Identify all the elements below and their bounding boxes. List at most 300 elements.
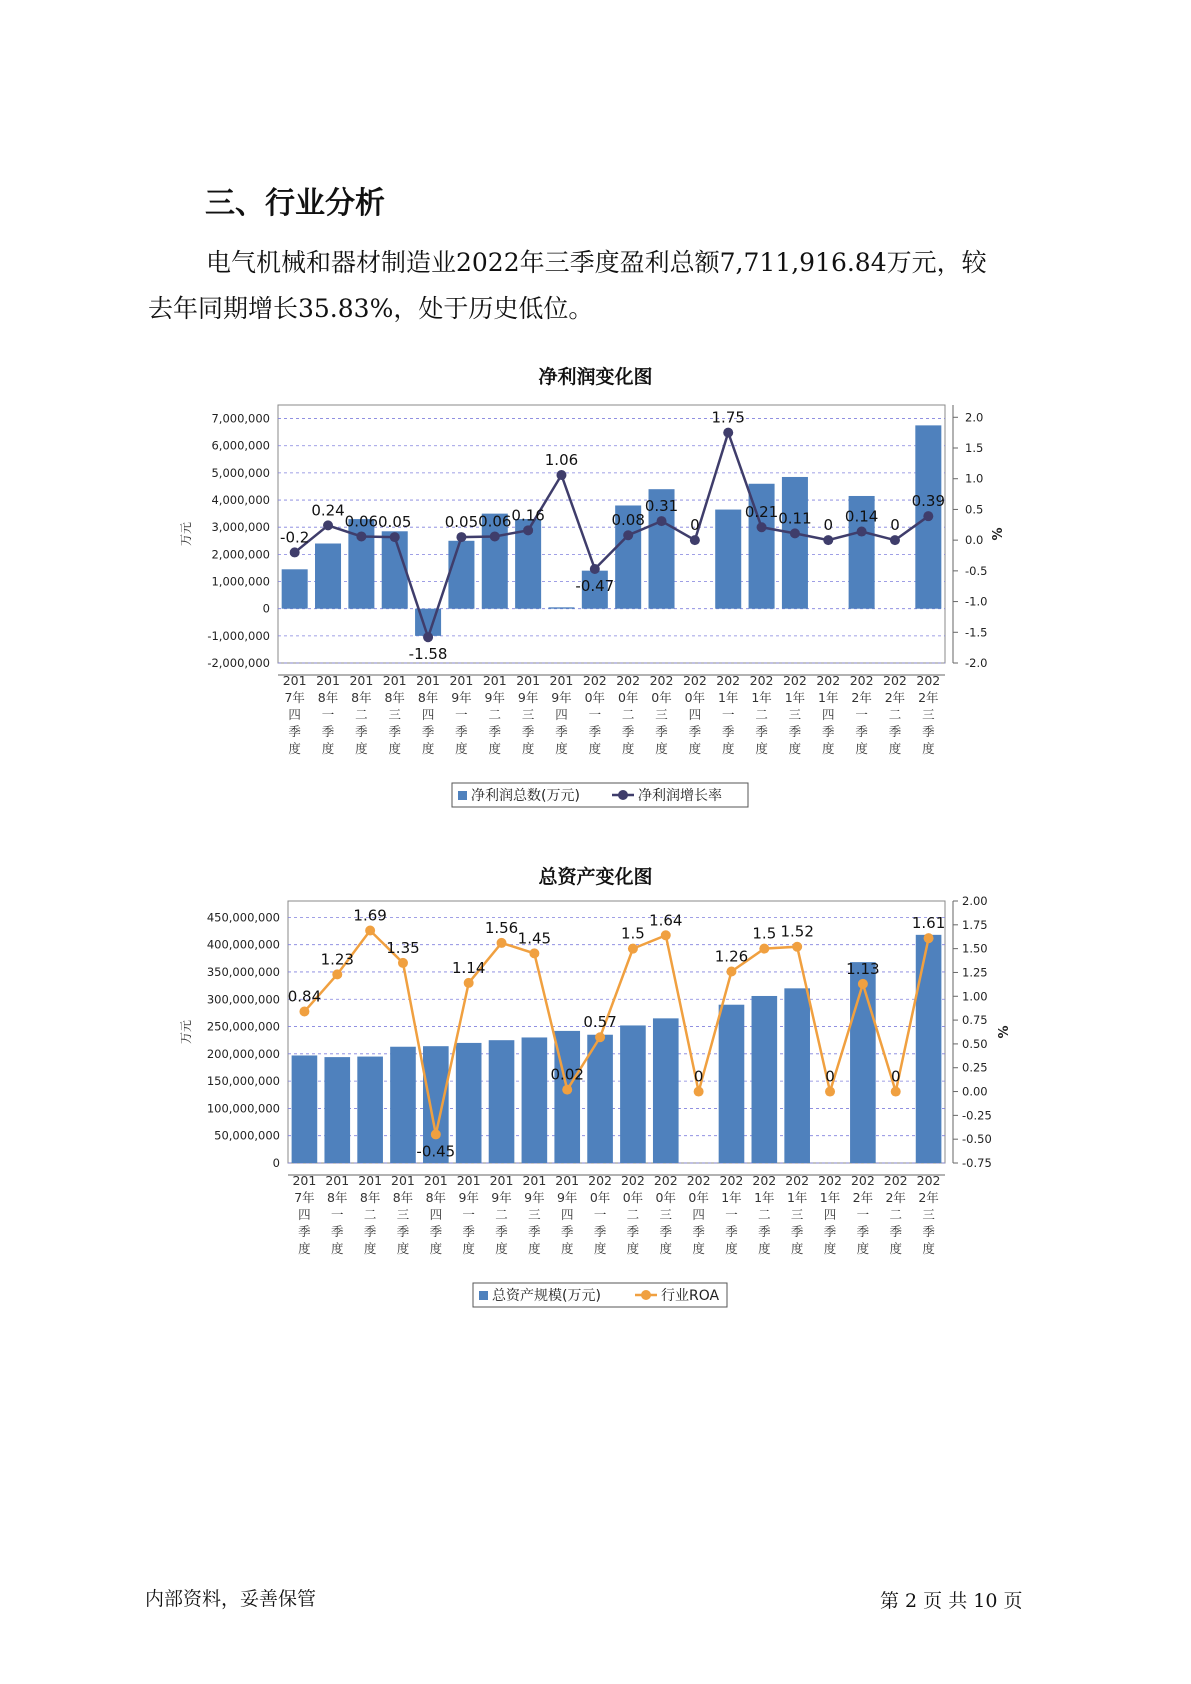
x-tick-label: 一	[721, 707, 735, 722]
section-heading: 三、行业分析	[205, 186, 385, 221]
x-tick-label: 201	[391, 1173, 415, 1188]
x-tick-label: 202	[883, 1173, 908, 1188]
x-tick-label: 201	[516, 673, 541, 688]
x-tick-label: 一	[331, 1207, 344, 1222]
bar-0	[282, 569, 308, 608]
data-label: 0.31	[644, 497, 679, 516]
x-tick-label: 度	[488, 741, 502, 756]
data-label: 1.14	[451, 958, 486, 977]
x-tick-label: 度	[298, 1241, 311, 1256]
x-tick-label: 度	[455, 741, 468, 756]
x-tick-label: 201	[555, 1173, 580, 1188]
x-tick-label: 8年	[351, 690, 372, 705]
y2-tick-label: 0.0	[965, 533, 984, 548]
x-tick-label: 四	[560, 1207, 574, 1222]
y-tick-label: 4,000,000	[211, 493, 270, 508]
chart-title-total-assets: 总资产变化图	[538, 866, 653, 888]
x-tick-label: 2年	[918, 1190, 939, 1205]
x-tick-label: 9年	[458, 1190, 479, 1205]
y2-tick-label: -2.0	[965, 656, 988, 670]
x-tick-label: 201	[282, 673, 307, 688]
x-tick-label: 季	[555, 724, 568, 739]
data-label: -1.58	[408, 645, 448, 664]
x-tick-label: 度	[725, 1241, 738, 1256]
line-point-13	[726, 967, 736, 977]
bar-15	[782, 477, 808, 609]
x-tick-label: 三	[659, 1207, 673, 1222]
x-tick-label: 季	[889, 1224, 902, 1239]
data-label: 0.16	[511, 506, 545, 525]
x-tick-label: 季	[321, 724, 335, 739]
x-tick-label: 7年	[284, 690, 305, 705]
x-tick-label: 9年	[517, 690, 539, 705]
total-assets-chart	[0, 895, 1191, 1315]
x-tick-label: 1年	[786, 1190, 808, 1205]
data-label: -0.47	[575, 577, 615, 596]
x-tick-label: 四	[421, 707, 435, 722]
x-tick-label: 二	[495, 1207, 508, 1222]
line-point-4	[431, 1129, 441, 1139]
line-point-14	[759, 944, 769, 954]
x-tick-label: 二	[888, 707, 902, 722]
x-tick-label: 201	[489, 1173, 514, 1188]
x-tick-label: 201	[382, 673, 407, 688]
line-point-7	[523, 525, 533, 535]
x-tick-label: 季	[288, 724, 301, 739]
line-point-10	[623, 530, 633, 540]
x-tick-label: 202	[916, 673, 941, 688]
line-point-16	[825, 1087, 835, 1097]
x-tick-label: 201	[549, 673, 574, 688]
x-tick-label: 三	[521, 707, 535, 722]
data-label: 0.84	[287, 987, 322, 1006]
data-label: 0.05	[444, 513, 479, 532]
y2-tick-label: 1.00	[962, 989, 988, 1004]
x-tick-label: 0年	[655, 1190, 677, 1205]
x-tick-label: 0年	[584, 690, 606, 705]
x-tick-label: 202	[649, 673, 674, 688]
line-point-9	[595, 1032, 605, 1042]
data-label: 1.75	[711, 408, 745, 427]
x-tick-label: 201	[482, 673, 507, 688]
y-tick-label: -1,000,000	[207, 628, 270, 643]
line-point-5	[464, 978, 474, 988]
x-tick-label: 1年	[819, 1190, 841, 1205]
x-tick-label: 度	[626, 1241, 640, 1256]
x-tick-label: 0年	[589, 1190, 611, 1205]
x-tick-label: 季	[721, 724, 735, 739]
x-tick-label: 度	[621, 741, 635, 756]
x-tick-label: 8年	[417, 690, 439, 705]
x-tick-label: 202	[916, 1173, 941, 1188]
legend-bar-label: 净利润总数(万元)	[471, 788, 580, 804]
x-tick-label: 2年	[885, 1190, 906, 1205]
x-tick-label: 一	[856, 1207, 870, 1222]
data-label: 0.14	[844, 507, 879, 526]
line-point-9	[590, 564, 600, 574]
x-tick-label: 8年	[392, 1190, 414, 1205]
x-tick-label: 201	[423, 1173, 448, 1188]
x-tick-label: 0年	[622, 1190, 644, 1205]
line-point-13	[723, 428, 733, 438]
x-tick-label: 季	[488, 724, 502, 739]
x-tick-label: 季	[692, 1224, 705, 1239]
x-tick-label: 一	[321, 707, 335, 722]
x-tick-label: 201	[349, 673, 374, 688]
y2-tick-label: -1.5	[965, 625, 988, 640]
x-tick-label: 季	[725, 1224, 738, 1239]
x-tick-label: 季	[822, 724, 835, 739]
x-tick-label: 季	[755, 724, 768, 739]
data-label: 0.08	[611, 511, 645, 530]
x-tick-label: 7年	[294, 1190, 315, 1205]
x-tick-label: 一	[588, 707, 602, 722]
bar-6	[489, 1040, 515, 1163]
x-tick-label: 二	[488, 707, 502, 722]
legend-line-label: 行业ROA	[661, 1288, 720, 1304]
x-tick-label: 0年	[688, 1190, 709, 1205]
bar-10	[620, 1025, 646, 1163]
line-point-1	[323, 520, 333, 530]
x-tick-label: 度	[855, 741, 868, 756]
bar-5	[456, 1043, 482, 1163]
line-point-5	[456, 532, 466, 542]
y-tick-label: 5,000,000	[211, 465, 270, 480]
x-tick-label: 季	[788, 724, 802, 739]
x-tick-label: 202	[818, 1173, 842, 1188]
x-tick-label: 季	[888, 724, 902, 739]
bar-3	[390, 1047, 416, 1163]
x-tick-label: 9年	[524, 1190, 545, 1205]
legend-line-marker	[641, 1290, 651, 1300]
line-point-17	[858, 979, 868, 989]
x-tick-label: 201	[449, 673, 474, 688]
x-tick-label: 度	[421, 741, 435, 756]
y2-tick-label: 1.75	[962, 917, 988, 932]
footer-page-number: 第 2 页 共 10 页	[880, 1590, 1023, 1612]
x-tick-label: 二	[755, 707, 768, 722]
x-tick-label: 201	[456, 1173, 481, 1188]
x-tick-label: 度	[588, 741, 602, 756]
line-point-11	[657, 516, 667, 526]
data-label: 1.64	[649, 911, 683, 930]
x-tick-label: 2年	[918, 690, 939, 705]
line-point-4	[423, 632, 433, 642]
y-tick-label: 400,000,000	[206, 937, 280, 952]
x-tick-label: 季	[521, 724, 535, 739]
data-label: -0.2	[280, 528, 310, 547]
x-tick-label: 202	[716, 673, 741, 688]
x-tick-label: 四	[555, 707, 568, 722]
x-tick-label: 季	[388, 724, 401, 739]
x-tick-label: 季	[560, 1224, 574, 1239]
x-tick-label: 0年	[617, 690, 639, 705]
y-tick-label: 100,000,000	[206, 1101, 280, 1116]
x-tick-label: 度	[788, 741, 802, 756]
x-tick-label: 度	[363, 1241, 377, 1256]
x-tick-label: 季	[396, 1224, 410, 1239]
line-point-15	[790, 528, 800, 538]
y2-tick-label: 1.5	[965, 441, 984, 455]
x-tick-label: 四	[688, 707, 702, 722]
x-tick-label: 201	[358, 1173, 383, 1188]
line-point-11	[661, 930, 671, 940]
x-tick-label: 2年	[851, 690, 872, 705]
data-label: 0.39	[911, 492, 946, 511]
data-label: 0	[690, 516, 700, 535]
x-tick-label: 季	[455, 724, 468, 739]
y-axis-unit-label: 万元	[179, 1019, 193, 1045]
x-tick-label: 2年	[852, 1190, 874, 1205]
line-point-12	[694, 1087, 704, 1097]
data-label: 0.57	[583, 1013, 617, 1032]
x-tick-label: 二	[621, 707, 635, 722]
x-tick-label: 一	[855, 707, 868, 722]
x-tick-label: 202	[816, 673, 841, 688]
bar-0	[292, 1055, 318, 1163]
x-tick-label: 三	[528, 1207, 541, 1222]
x-tick-label: 度	[331, 1241, 344, 1256]
x-tick-label: 1年	[751, 690, 772, 705]
x-tick-label: 季	[421, 724, 435, 739]
y2-tick-label: 0.00	[962, 1084, 988, 1099]
y2-tick-label: 1.0	[965, 471, 984, 486]
x-tick-label: 202	[686, 1173, 711, 1188]
y-tick-label: 3,000,000	[211, 520, 270, 535]
data-label: 1.45	[517, 929, 552, 948]
data-label: 0.06	[478, 512, 512, 531]
x-tick-label: 度	[655, 741, 668, 756]
x-tick-label: 季	[855, 724, 868, 739]
line-point-3	[390, 532, 400, 542]
bar-1	[315, 544, 341, 609]
x-tick-label: 季	[856, 1224, 870, 1239]
y-tick-label: 450,000,000	[206, 910, 280, 925]
data-label: 0.11	[778, 509, 812, 528]
x-tick-label: 9年	[484, 690, 506, 705]
y2-tick-label: -0.50	[962, 1132, 992, 1147]
data-label: 0	[823, 516, 834, 535]
x-tick-label: 度	[288, 741, 301, 756]
line-point-8	[556, 470, 566, 480]
line-point-18	[891, 1087, 901, 1097]
x-tick-label: 季	[495, 1224, 508, 1239]
x-tick-label: 季	[655, 724, 668, 739]
x-tick-label: 202	[785, 1173, 810, 1188]
x-tick-label: 度	[888, 741, 902, 756]
x-tick-label: 202	[682, 673, 707, 688]
x-tick-label: 四	[288, 707, 301, 722]
y-tick-label: 0	[262, 601, 270, 616]
x-tick-label: 1年	[818, 690, 839, 705]
data-label: 0.02	[550, 1065, 584, 1084]
bar-2	[357, 1057, 383, 1163]
y-tick-label: 150,000,000	[206, 1074, 280, 1089]
x-tick-label: 度	[721, 741, 735, 756]
y2-tick-label: 1.25	[962, 965, 988, 980]
x-tick-label: 202	[620, 1173, 645, 1188]
x-tick-label: 季	[462, 1224, 475, 1239]
x-tick-label: 度	[922, 741, 935, 756]
y-tick-label: 7,000,000	[211, 411, 270, 426]
x-tick-label: 季	[588, 724, 602, 739]
x-tick-label: 202	[782, 673, 807, 688]
x-tick-label: 度	[688, 741, 702, 756]
legend-bar-label: 总资产规模(万元)	[492, 1288, 601, 1304]
x-tick-label: 202	[616, 673, 641, 688]
y2-axis-unit-label: %	[991, 527, 1006, 541]
x-tick-label: 度	[755, 741, 768, 756]
x-tick-label: 202	[752, 1173, 777, 1188]
x-tick-label: 度	[889, 1241, 902, 1256]
y-tick-label: -2,000,000	[207, 656, 270, 670]
bar-7	[522, 1037, 548, 1163]
y2-tick-label: 0.50	[962, 1036, 988, 1051]
x-tick-label: 季	[790, 1224, 804, 1239]
x-tick-label: 三	[788, 707, 802, 722]
x-tick-label: 度	[355, 741, 368, 756]
x-tick-label: 三	[790, 1207, 804, 1222]
y-tick-label: 350,000,000	[206, 964, 280, 979]
summary-paragraph	[148, 240, 1063, 332]
x-tick-label: 一	[725, 1207, 738, 1222]
y-axis-unit-label: 万元	[179, 521, 193, 547]
x-tick-label: 2年	[884, 690, 906, 705]
x-tick-label: 度	[758, 1241, 771, 1256]
y-tick-label: 2,000,000	[211, 547, 270, 562]
line-point-0	[299, 1007, 309, 1017]
x-tick-label: 二	[355, 707, 368, 722]
x-tick-label: 季	[688, 724, 702, 739]
bar-9	[587, 1035, 613, 1163]
legend-bar-swatch	[479, 1291, 488, 1300]
x-tick-label: 度	[555, 741, 568, 756]
x-tick-label: 度	[856, 1241, 870, 1256]
y-tick-label: 1,000,000	[211, 574, 270, 589]
bar-13	[719, 1005, 745, 1163]
line-point-14	[757, 522, 767, 532]
data-label: -0.45	[416, 1142, 456, 1161]
data-label: 1.52	[780, 922, 814, 941]
x-tick-label: 9年	[551, 690, 572, 705]
footer-confidential-note: 内部资料，妥善保管	[145, 1588, 317, 1610]
legend-bar-swatch	[458, 791, 467, 800]
y2-tick-label: 2.00	[962, 895, 988, 908]
x-tick-label: 季	[528, 1224, 541, 1239]
y2-tick-label: 0.25	[962, 1060, 988, 1075]
y2-tick-label: -0.5	[965, 563, 988, 578]
x-tick-label: 季	[823, 1224, 837, 1239]
x-tick-label: 三	[655, 707, 668, 722]
data-label: 1.23	[320, 950, 354, 969]
x-tick-label: 201	[416, 673, 441, 688]
bar-17	[850, 962, 876, 1163]
bar-13	[715, 510, 741, 609]
x-tick-label: 度	[521, 741, 535, 756]
x-tick-label: 201	[292, 1173, 317, 1188]
x-tick-label: 四	[298, 1207, 311, 1222]
x-tick-label: 一	[593, 1207, 607, 1222]
legend-line-label: 净利润增长率	[638, 788, 722, 804]
net-profit-chart	[0, 395, 1191, 815]
x-tick-label: 季	[922, 1224, 935, 1239]
x-tick-label: 季	[593, 1224, 607, 1239]
plot-area	[278, 405, 945, 663]
line-point-3	[398, 958, 408, 968]
y2-tick-label: -0.75	[962, 1156, 992, 1170]
data-label: 1.69	[353, 906, 387, 925]
y-tick-label: 250,000,000	[206, 1019, 280, 1034]
y2-axis-unit-label: %	[997, 1025, 1012, 1039]
line-point-10	[628, 944, 638, 954]
line-point-12	[690, 535, 700, 545]
x-tick-label: 四	[692, 1207, 705, 1222]
x-tick-label: 度	[462, 1241, 475, 1256]
data-label: 1.5	[620, 924, 645, 943]
x-tick-label: 度	[321, 741, 335, 756]
x-tick-label: 202	[849, 673, 874, 688]
x-tick-label: 1年	[717, 690, 739, 705]
y2-tick-label: 1.50	[962, 941, 988, 956]
x-tick-label: 三	[388, 707, 401, 722]
x-tick-label: 202	[749, 673, 774, 688]
x-tick-label: 季	[621, 724, 635, 739]
x-tick-label: 9年	[491, 1190, 512, 1205]
x-tick-label: 度	[396, 1241, 410, 1256]
x-tick-label: 二	[626, 1207, 640, 1222]
x-tick-label: 度	[822, 741, 835, 756]
data-label: 1.61	[911, 914, 946, 933]
x-tick-label: 四	[429, 1207, 443, 1222]
y2-tick-label: 0.75	[962, 1013, 988, 1028]
x-tick-label: 季	[331, 1224, 344, 1239]
x-tick-label: 三	[922, 1207, 935, 1222]
x-tick-label: 8年	[359, 1190, 381, 1205]
bar-19	[916, 935, 942, 1163]
bar-5	[448, 541, 474, 609]
data-label: 0	[890, 516, 900, 535]
x-tick-label: 季	[922, 724, 935, 739]
data-label: 1.26	[714, 947, 749, 966]
y-tick-label: 200,000,000	[206, 1046, 280, 1061]
x-tick-label: 度	[593, 1241, 607, 1256]
x-tick-label: 二	[363, 1207, 377, 1222]
bar-1	[324, 1057, 350, 1163]
data-label: 1.35	[386, 938, 420, 957]
line-point-2	[365, 926, 375, 936]
line-point-6	[490, 531, 500, 541]
summary-line-1: 电气机械和器材制造业2022年三季度盈利总额7,711,916.84万元，较	[206, 248, 987, 277]
x-tick-label: 202	[588, 1173, 613, 1188]
x-tick-label: 202	[719, 1173, 744, 1188]
data-label: 1.06	[544, 451, 579, 470]
x-tick-label: 度	[495, 1241, 508, 1256]
x-tick-label: 四	[823, 1207, 837, 1222]
x-tick-label: 一	[455, 707, 468, 722]
x-tick-label: 8年	[317, 690, 339, 705]
x-tick-label: 8年	[425, 1190, 447, 1205]
x-tick-label: 季	[355, 724, 368, 739]
x-tick-label: 二	[758, 1207, 771, 1222]
line-point-19	[924, 933, 934, 943]
x-tick-label: 8年	[327, 1190, 348, 1205]
line-point-19	[923, 511, 933, 521]
y-tick-label: 6,000,000	[211, 438, 270, 453]
x-tick-label: 季	[429, 1224, 443, 1239]
line-point-8	[562, 1085, 572, 1095]
bar-15	[784, 988, 810, 1163]
x-tick-label: 202	[653, 1173, 678, 1188]
